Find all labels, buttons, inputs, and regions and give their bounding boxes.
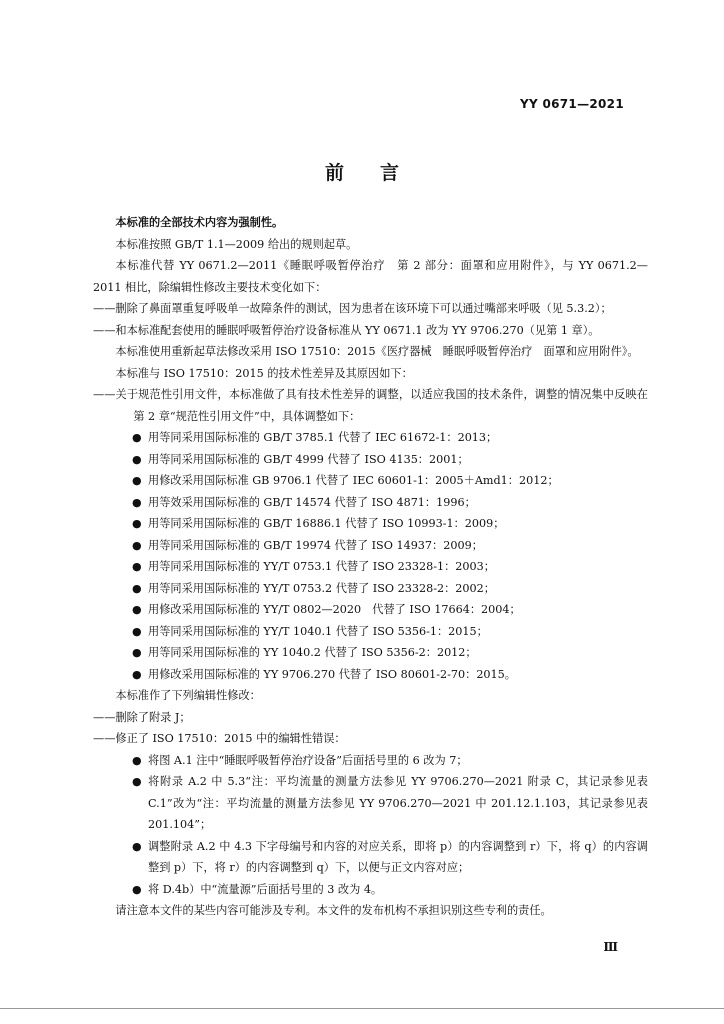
change-item: ——和本标准配套使用的睡眠呼吸暂停治疗设备标准从 YY 0671.1 改为 YY 9706.270（见第 1 章）。 [93, 323, 600, 337]
bullet-icon: ● [132, 538, 142, 552]
list-item: ● 用等同采用国际标准的 YY/T 1040.1 代替了 ISO 5356-1：2015； [93, 621, 648, 643]
paragraph-adoption: 本标准使用重新起草法修改采用 ISO 17510：2015《医疗器械 睡眠呼吸暂停治疗 面罩和应用附件》。 [115, 345, 639, 358]
bullet-icon: ● [132, 603, 142, 616]
bullet-icon: ● [132, 775, 142, 788]
paragraph-patent-notice: 请注意本文件的某些内容可能涉及专利。本文件的发布机构不承担识别这些专利的责任。 [115, 904, 552, 917]
standard-number: YY 0671—2021 [520, 97, 624, 111]
list-item: ● 将附录 A.2 中 5.3“注：平均流量的测量方法参见 YY 9706.270—2021 附录 C，其记录参见表 C.1”改为“注：平均流量的测量方法参见 YY 9706.270—2021 中 201.12.1.103，其记录参见表 201.104”； [93, 771, 648, 836]
list-item: ● 用等效采用国际标准的 GB/T 14574 代替了 ISO 4871：1996； [93, 492, 648, 514]
list-item: ● 将 D.4b）中“流量源”后面括号里的 3 改为 4。 [93, 879, 648, 901]
reference-bullet-list [93, 427, 648, 685]
bullet-icon: ● [132, 624, 142, 638]
list-item: ● 用修改采用国际标准的 YY/T 0802—2020 代替了 ISO 17664：2004； [93, 599, 648, 621]
editorial-item: ——修正了 ISO 17510：2015 中的编辑性错误： [93, 732, 346, 745]
list-item: ● 调整附录 A.2 中 4.3 下字母编号和内容的对应关系，即将 p）的内容调整到 r）下，将 q）的内容调整到 p）下，将 r）的内容调整到 q）下，以便与正文内容对应； [93, 836, 648, 879]
difference-item: ——关于规范性引用文件，本标准做了具有技术性差异的调整，以适应我国的技术条件，调整的情况集中反映在第 2 章“规范性引用文件”中，具体调整如下： [93, 388, 648, 423]
list-item: ● 用等同采用国际标准的 YY 1040.2 代替了 ISO 5356-2：2012； [93, 642, 648, 664]
list-item: ● 用等同采用国际标准的 GB/T 3785.1 代替了 IEC 61672-1：2013； [93, 427, 648, 449]
list-item: ● 用等同采用国际标准的 GB/T 16886.1 代替了 ISO 10993-1：2009； [93, 513, 648, 535]
list-item: ● 用等同采用国际标准的 GB/T 19974 代替了 ISO 14937：2009； [93, 535, 648, 557]
bullet-icon: ● [132, 753, 142, 767]
list-item: ● 用等同采用国际标准的 YY/T 0753.2 代替了 ISO 23328-2：2002； [93, 578, 648, 600]
paragraph-drafting-rules: 本标准按照 GB/T 1.1—2009 给出的规则起草。 [115, 237, 358, 251]
bullet-icon: ● [132, 452, 142, 466]
change-item: ——删除了鼻面罩重复呼吸单一故障条件的测试，因为患者在该环境下可以通过嘴部来呼吸（见 5.3.2）； [93, 302, 612, 315]
page-title: 前言 [324, 162, 435, 184]
list-item: ● 用等同采用国际标准的 YY/T 0753.1 代替了 ISO 23328-1：2003； [93, 556, 648, 578]
paragraph-mandatory: 本标准的全部技术内容为强制性。 [115, 215, 284, 229]
bullet-icon: ● [132, 882, 142, 896]
correction-bullet-list [93, 750, 648, 901]
paragraph-replaces: 本标准代替 YY 0671.2—2011《睡眠呼吸暂停治疗 第 2 部分：面罩和应用附件》，与 YY 0671.2—2011 相比，除编辑性修改主要技术变化如下： [93, 259, 648, 294]
bullet-icon: ● [132, 474, 142, 487]
bullet-icon: ● [132, 646, 142, 659]
paragraph-differences: 本标准与 ISO 17510：2015 的技术性差异及其原因如下： [115, 366, 413, 380]
list-item: ● 将图 A.1 注中“睡眠呼吸暂停治疗设备”后面括号里的 6 改为 7； [93, 750, 648, 772]
page-bottom-divider [0, 1008, 724, 1009]
page-number: Ⅲ [603, 940, 618, 954]
document-body [93, 212, 648, 922]
bullet-icon: ● [132, 431, 142, 444]
editorial-item: ——删除了附录 J； [93, 710, 191, 724]
bullet-icon: ● [132, 581, 142, 595]
bullet-icon: ● [132, 839, 142, 853]
bullet-icon: ● [132, 560, 142, 573]
bullet-icon: ● [132, 517, 142, 530]
paragraph-editorial: 本标准作了下列编辑性修改： [115, 689, 261, 702]
list-item: ● 用修改采用国际标准的 YY 9706.270 代替了 ISO 80601-2-70：2015。 [93, 664, 648, 686]
bullet-icon: ● [132, 667, 142, 681]
list-item: ● 用等同采用国际标准的 GB/T 4999 代替了 ISO 4135：2001； [93, 449, 648, 471]
list-item: ● 用修改采用国际标准 GB 9706.1 代替了 IEC 60601-1：2005＋Amd1：2012； [93, 470, 648, 492]
bullet-icon: ● [132, 495, 142, 509]
